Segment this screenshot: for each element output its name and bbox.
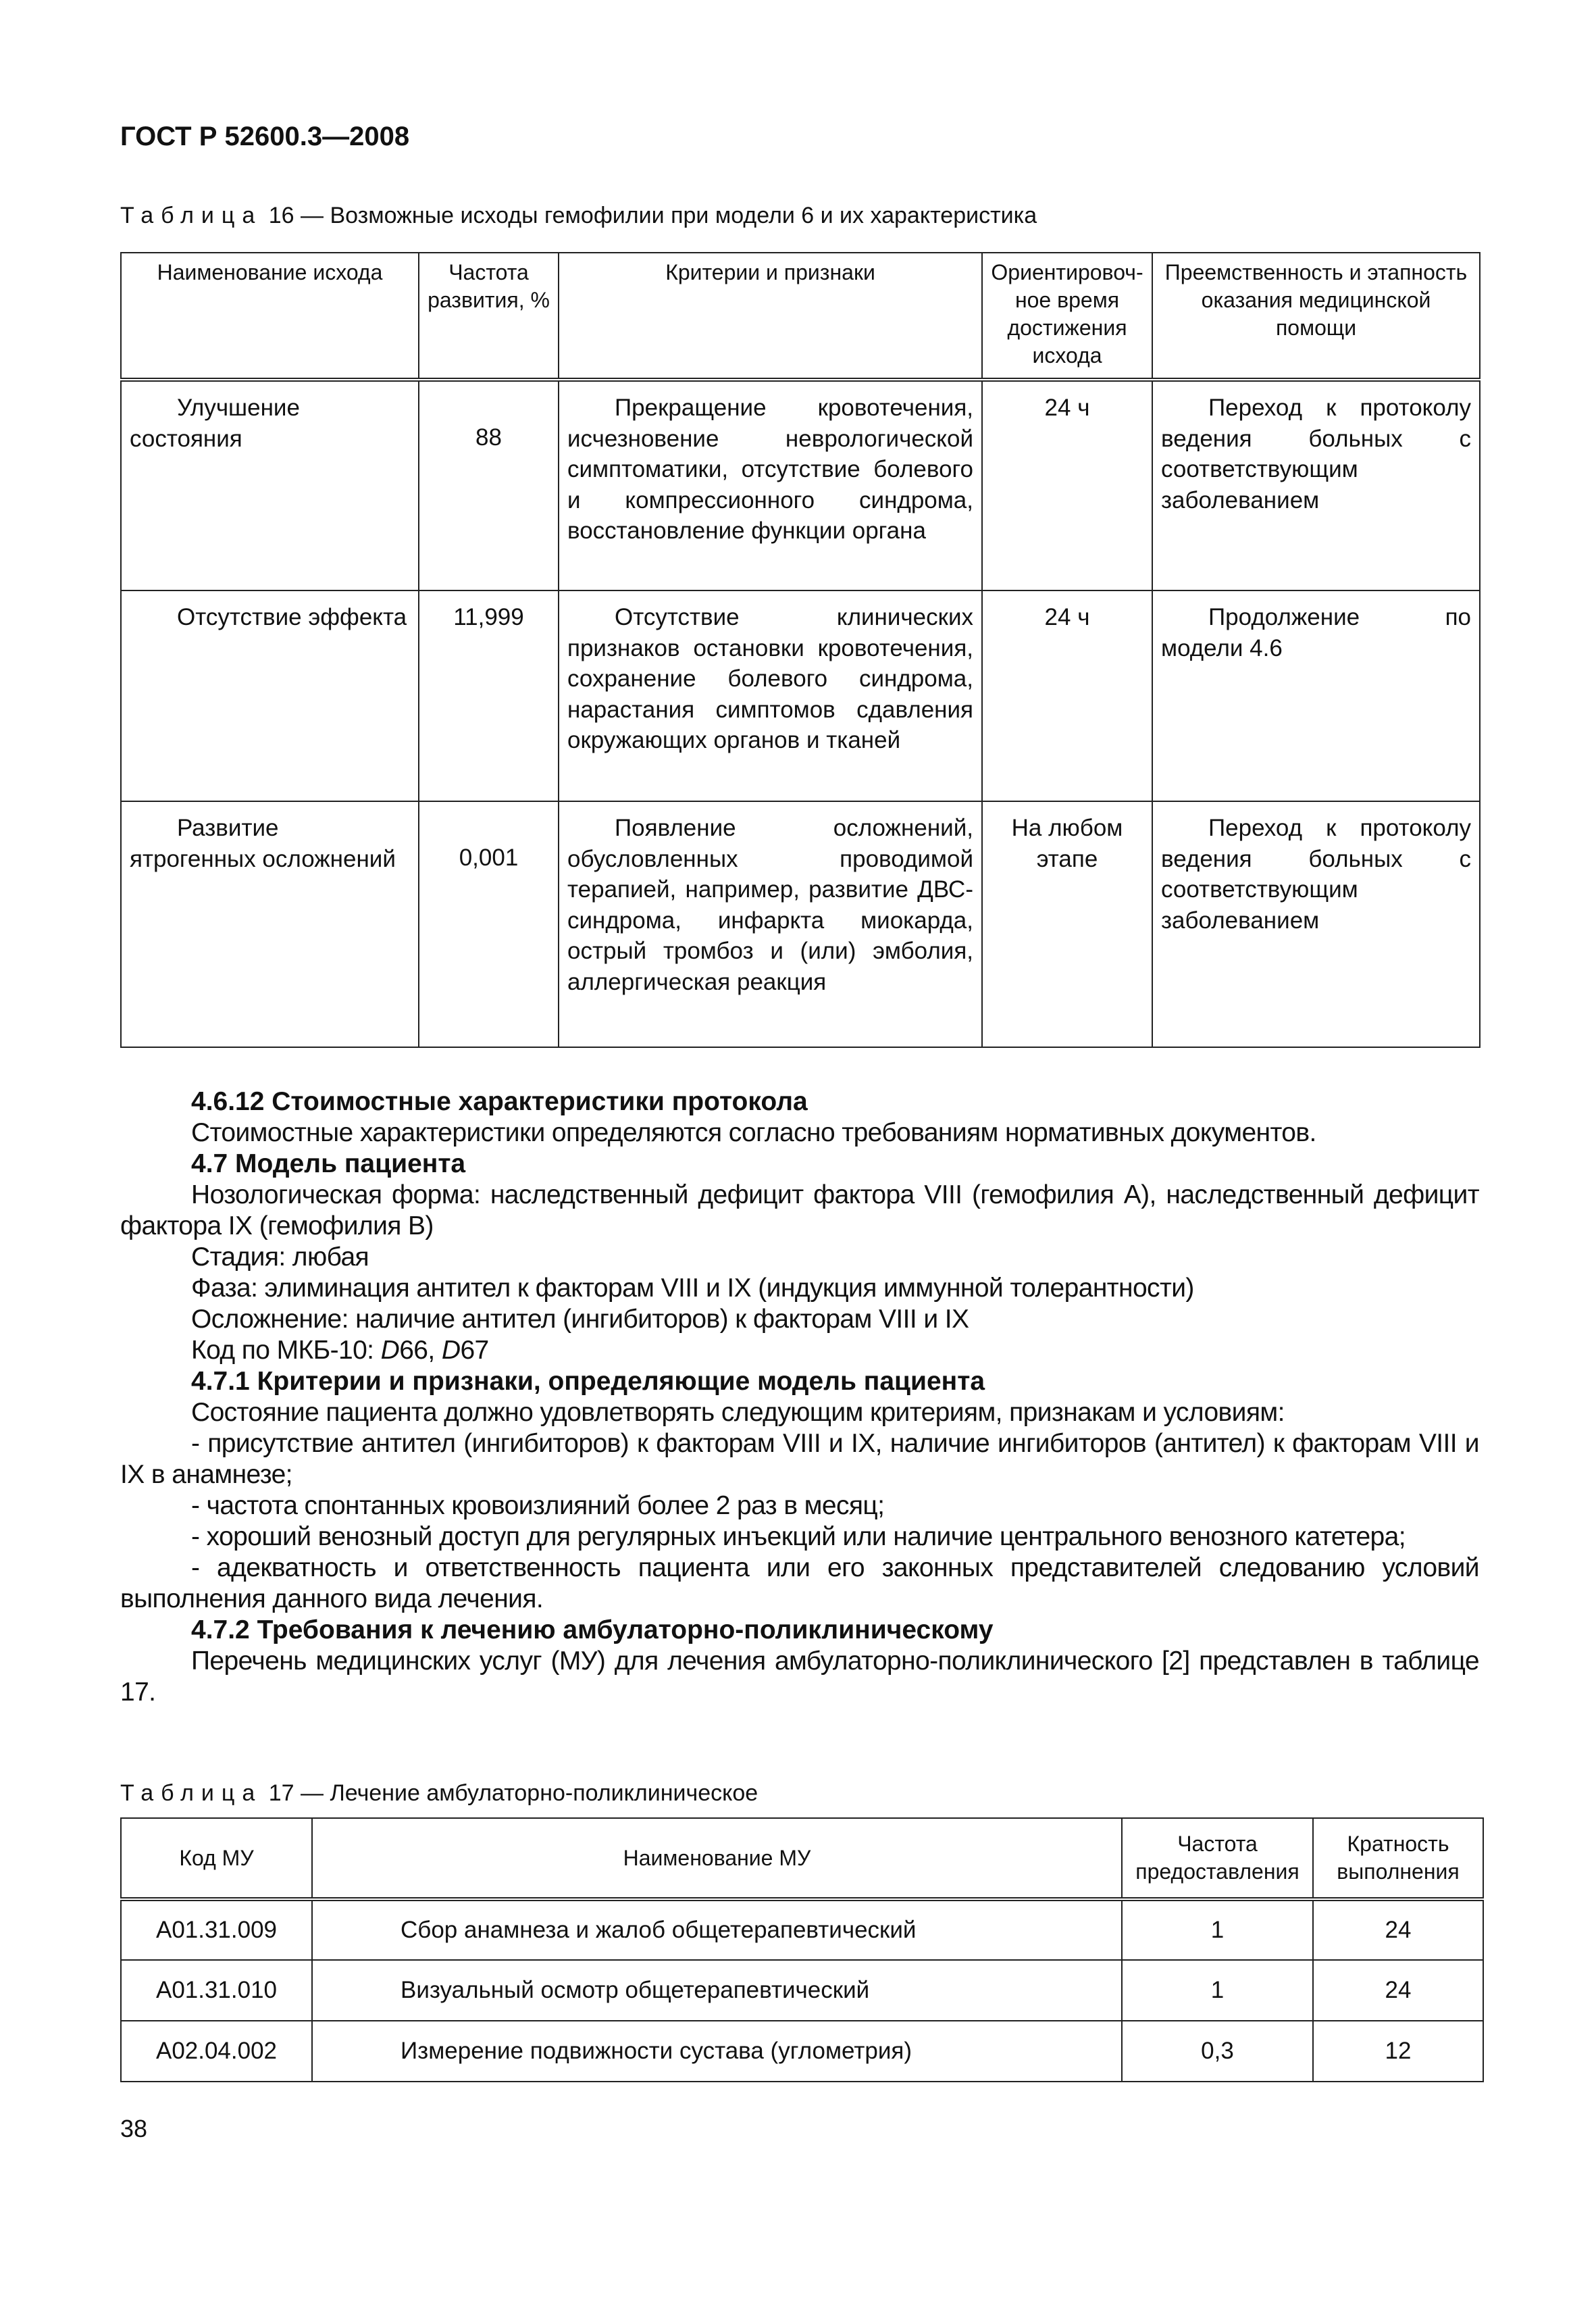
outcome-frequency: 11,999 — [419, 590, 559, 801]
criteria-item-2: - частота спонтанных кровоизлияний более 2 раз в месяц; — [191, 1491, 885, 1520]
body-text — [120, 1086, 1479, 1708]
service-frequency: 1 — [1122, 1960, 1313, 2021]
table16-header-time: Ориентировоч-ное время достижения исхода — [982, 253, 1152, 380]
table-row — [121, 2021, 1483, 2082]
outcome-criteria: Появление осложнений, обусловленных проводимой терапией, например, развитие ДВС-синдрома, инфаркта миокарда, острый тромбоз и (или) эмболия, аллергическая реакция — [559, 801, 982, 1047]
outcome-succession: Продолжение по модели 4.6 — [1152, 590, 1480, 801]
section-4-7-2-text: Перечень медицинских услуг (МУ) для лечения амбулаторно-поликлинического [2] представлен в таблице 17. — [120, 1646, 1479, 1707]
section-4-6-12-text: Стоимостные характеристики определяются согласно требованиям нормативных документов. — [191, 1118, 1316, 1147]
criteria-item-4: - адекватность и ответственность пациента или его законных представителей следованию условий выполнения данного вида лечения. — [120, 1553, 1479, 1613]
table16-header-criteria: Критерии и признаки — [559, 253, 982, 380]
icd-letter-1: D — [380, 1336, 400, 1365]
section-4-7-1-title: 4.7.1 Критерии и признаки, определяющие модель пациента — [191, 1367, 985, 1396]
icd-number-1: 66, — [399, 1336, 442, 1365]
service-code: A01.31.010 — [121, 1960, 312, 2021]
service-name: Визуальный осмотр общетерапевтический — [312, 1960, 1122, 2021]
service-multiplicity: 24 — [1313, 1899, 1483, 1960]
outcome-criteria: Отсутствие клинических признаков остановки кровотечения, сохранение болевого синдрома, нарастания симптомов сдавления окружающих органов и тканей — [559, 590, 982, 801]
outcome-time: 24 ч — [982, 380, 1152, 590]
outcome-frequency: 0,001 — [419, 801, 559, 1047]
criteria-item-3: - хороший венозный доступ для регулярных инъекций или наличие центрального венозного катетера; — [191, 1522, 1406, 1551]
stage: Стадия: любая — [191, 1242, 369, 1272]
outcome-time: На любом этапе — [982, 801, 1152, 1047]
outcome-name: Улучшение состояния — [121, 380, 419, 590]
table16-header-name: Наименование исхода — [121, 253, 419, 380]
table-row — [121, 380, 1480, 590]
icd-prefix: Код по МКБ-10: — [191, 1336, 381, 1365]
service-name: Измерение подвижности сустава (углометрия) — [312, 2021, 1122, 2082]
outcome-time: 24 ч — [982, 590, 1152, 801]
section-4-6-12-title: 4.6.12 Стоимостные характеристики протокола — [191, 1087, 808, 1116]
criteria-item-1: - присутствие антител (ингибиторов) к факторам VIII и IX, наличие ингибиторов (антител) к факторам VIII и IX в анамнезе; — [120, 1429, 1479, 1489]
outcome-criteria: Прекращение кровотечения, исчезновение неврологической симптоматики, отсутствие болевого и компрессионного синдрома, восстановление функции органа — [559, 380, 982, 590]
section-4-7-1-intro: Состояние пациента должно удовлетворять следующим критериям, признакам и условиям: — [191, 1398, 1285, 1427]
outcome-succession: Переход к протоколу ведения больных с соответствующим заболеванием — [1152, 380, 1480, 590]
table16-header-row — [121, 253, 1480, 380]
nosology-form: Нозологическая форма: наследственный дефицит фактора VIII (гемофилия А), наследственный дефицит фактора IX (гемофилия В) — [120, 1180, 1479, 1240]
outcome-succession: Переход к протоколу ведения больных с соответствующим заболеванием — [1152, 801, 1480, 1047]
service-multiplicity: 24 — [1313, 1960, 1483, 2021]
table17-caption-text: 17 — Лечение амбулаторно-поликлиническое — [268, 1780, 758, 1806]
page-number: 38 — [120, 2115, 148, 2142]
table16-caption-prefix: Таблица — [120, 203, 263, 228]
complication: Осложнение: наличие антител (ингибиторов) к факторам VIII и IX — [191, 1305, 969, 1334]
table16-caption — [120, 203, 1037, 229]
table16-header-succession: Преемственность и этапность оказания медицинской помощи — [1152, 253, 1480, 380]
table17-header-row — [121, 1818, 1483, 1899]
table16-header-freq: Частота развития, % — [419, 253, 559, 380]
table17-caption-prefix: Таблица — [120, 1780, 263, 1806]
table16 — [120, 252, 1481, 1048]
table17-header-mult: Кратность выполнения — [1313, 1818, 1483, 1899]
table-row — [121, 1960, 1483, 2021]
outcome-frequency: 88 — [419, 380, 559, 590]
icd-code — [120, 1335, 1479, 1366]
table17-caption — [120, 1780, 758, 1807]
service-name: Сбор анамнеза и жалоб общетерапевтический — [312, 1899, 1122, 1960]
outcome-name: Развитие ятрогенных осложнений — [121, 801, 419, 1047]
service-multiplicity: 12 — [1313, 2021, 1483, 2082]
service-frequency: 1 — [1122, 1899, 1313, 1960]
table17-header-code: Код МУ — [121, 1818, 312, 1899]
table17 — [120, 1817, 1484, 2082]
section-4-7-2-title: 4.7.2 Требования к лечению амбулаторно-поликлиническому — [191, 1615, 994, 1644]
outcome-name: Отсутствие эффекта — [121, 590, 419, 801]
icd-letter-2: D — [441, 1336, 461, 1365]
table16-caption-text: 16 — Возможные исходы гемофилии при модели 6 и их характеристика — [268, 203, 1037, 228]
service-code: A01.31.009 — [121, 1899, 312, 1960]
icd-number-2: 67 — [460, 1336, 489, 1365]
table-row — [121, 801, 1480, 1047]
document-header: ГОСТ Р 52600.3—2008 — [120, 122, 410, 151]
service-code: A02.04.002 — [121, 2021, 312, 2082]
table17-header-freq: Частота предоставления — [1122, 1818, 1313, 1899]
phase: Фаза: элиминация антител к факторам VIII и IX (индукция иммунной толерантности) — [191, 1274, 1194, 1303]
table-row — [121, 590, 1480, 801]
table-row — [121, 1899, 1483, 1960]
table17-header-name: Наименование МУ — [312, 1818, 1122, 1899]
service-frequency: 0,3 — [1122, 2021, 1313, 2082]
section-4-7-title: 4.7 Модель пациента — [191, 1149, 466, 1178]
